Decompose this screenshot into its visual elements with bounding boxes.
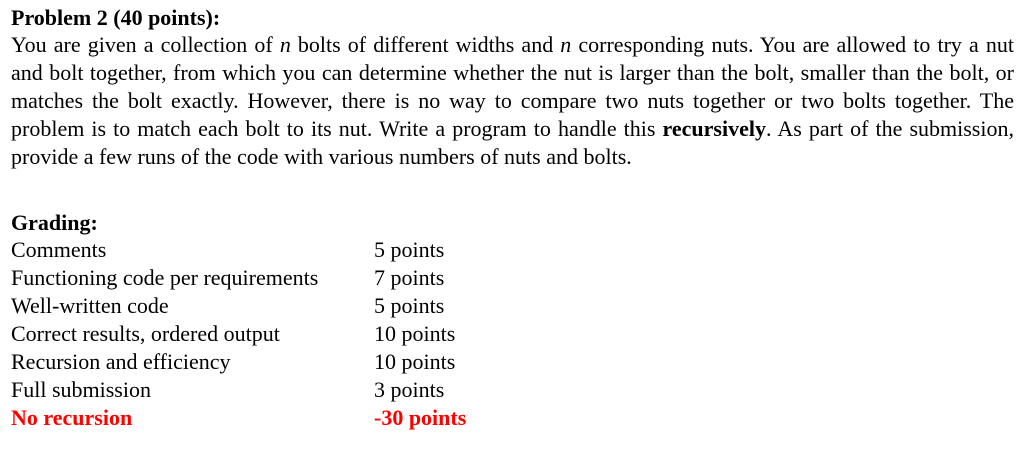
penalty-item: No recursion xyxy=(11,405,133,430)
grading-row xyxy=(11,376,466,404)
grading-item: Full submission xyxy=(11,377,151,402)
grading-row xyxy=(11,320,466,348)
variable-n-2: n xyxy=(560,32,572,57)
penalty-points: -30 points xyxy=(374,405,467,430)
variable-n-1: n xyxy=(279,32,291,57)
grading-row xyxy=(11,236,466,264)
problem-description xyxy=(11,31,1014,171)
document-page xyxy=(11,0,1014,432)
grading-points: 7 points xyxy=(374,265,445,290)
problem-text-part-4: . As part of the submission, provide a few runs of the code with various numbers of nuts and bolts. xyxy=(11,116,1014,169)
grading-points: 5 points xyxy=(374,237,445,262)
grading-points: 10 points xyxy=(374,349,456,374)
penalty-row xyxy=(11,404,466,432)
grading-item: Comments xyxy=(11,237,107,262)
grading-table xyxy=(11,236,466,432)
recursively-emphasis: recursively xyxy=(662,116,766,141)
problem-text-part-3: corresponding nuts. You are allowed to try a nut and bolt together, from which you can determine whether the nut is larger than the bolt, smaller than the bolt, or matches the bolt exactly. However, there is no way to compare two nuts together or two bolts together. The problem is to match each bolt to its nut. Write a program to handle this xyxy=(11,32,1014,141)
grading-points: 5 points xyxy=(374,293,445,318)
grading-item: Recursion and efficiency xyxy=(11,349,231,374)
grading-item: Well-written code xyxy=(11,293,169,318)
grading-heading: Grading: xyxy=(11,210,98,235)
grading-row xyxy=(11,264,466,292)
problem-text-part-1: You are given a collection of xyxy=(11,32,280,57)
grading-item: Functioning code per requirements xyxy=(11,265,319,290)
grading-points: 10 points xyxy=(374,321,456,346)
problem-title: Problem 2 (40 points): xyxy=(11,5,221,30)
grading-row xyxy=(11,292,466,320)
grading-points: 3 points xyxy=(374,377,445,402)
problem-text-part-2: bolts of different widths and xyxy=(290,32,561,57)
grading-row xyxy=(11,348,466,376)
grading-item: Correct results, ordered output xyxy=(11,321,280,346)
